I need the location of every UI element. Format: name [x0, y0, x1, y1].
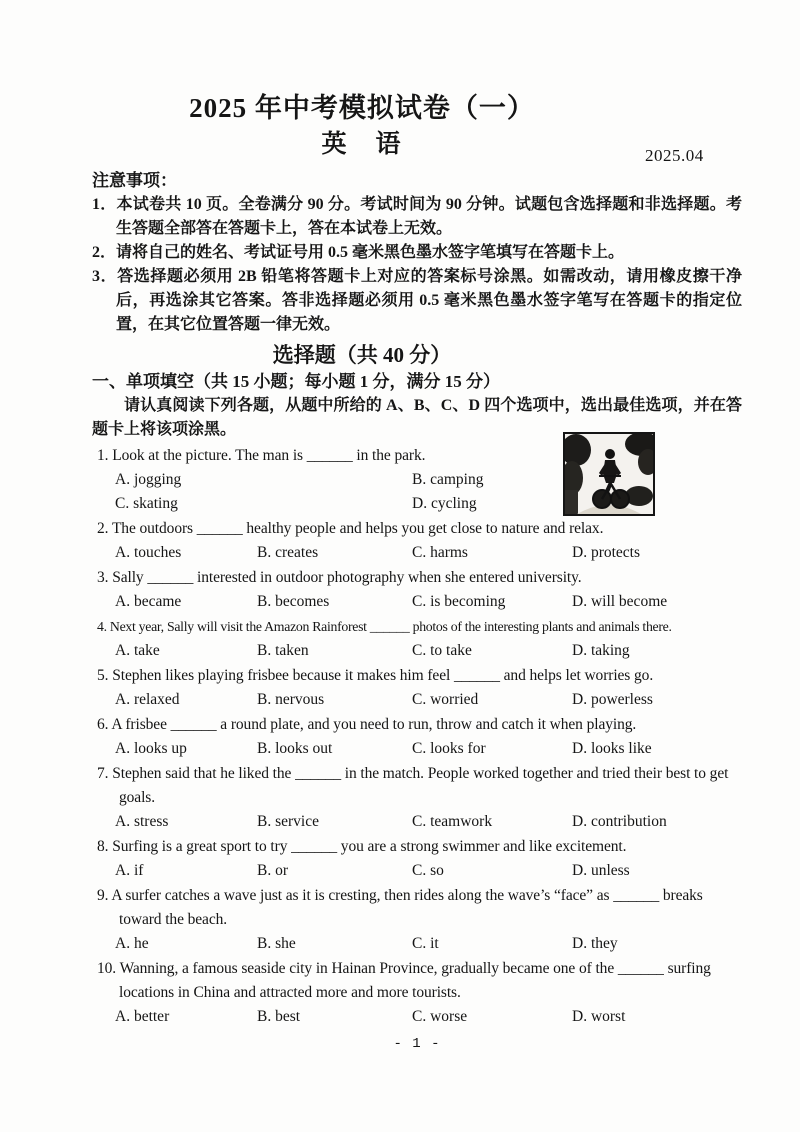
notice-item-1 [92, 193, 742, 241]
question-7 [97, 762, 742, 834]
question-3 [97, 566, 742, 614]
question-number: 8. [97, 838, 109, 855]
option-c: C. to take [412, 642, 472, 659]
exam-subject: 英 语 [321, 131, 403, 158]
option-a: A. stress [115, 813, 169, 830]
option-c: C. so [412, 862, 444, 879]
question-number: 1. [97, 447, 109, 464]
notice-item-3 [92, 265, 742, 337]
notice-item-2 [92, 241, 742, 265]
question-body: A frisbee ______ a round plate, and you need to run, throw and catch it when playing. [111, 716, 637, 733]
notice-item-number: 1． [92, 196, 117, 213]
question-number: 3. [97, 569, 109, 586]
question-body: A surfer catches a wave just as it is cresting, then rides along the wave’s “face” as ______ breaks toward the beach. [111, 887, 703, 928]
option-d: D. cycling [412, 495, 477, 512]
option-c: C. harms [412, 544, 468, 561]
option-a: A. if [115, 862, 144, 879]
question-options [115, 541, 742, 565]
question-text [97, 615, 742, 639]
option-d: D. worst [572, 1008, 626, 1025]
question-5 [97, 664, 742, 712]
option-c: C. worse [412, 1008, 468, 1025]
question-number: 7. [97, 765, 109, 782]
question-body: Surfing is a great sport to try ______ you are a strong swimmer and like excitement. [112, 838, 627, 855]
option-b: B. nervous [257, 691, 325, 708]
option-d: D. protects [572, 544, 641, 561]
option-b: B. becomes [257, 593, 330, 610]
option-a: A. jogging [115, 471, 182, 488]
option-c: C. skating [115, 495, 178, 512]
notice-heading: 注意事项： [92, 171, 177, 190]
exam-title: 2025 年中考模拟试卷（一） [189, 93, 535, 123]
option-b: B. camping [412, 471, 484, 488]
option-a: A. he [115, 935, 149, 952]
question-options [115, 932, 742, 956]
question-number: 10. [97, 960, 117, 977]
question-options [115, 859, 742, 883]
question-number: 2. [97, 520, 109, 537]
option-c: C. worried [412, 691, 479, 708]
question-options [115, 688, 742, 712]
question-text [97, 566, 742, 590]
option-b: B. she [257, 935, 296, 952]
question-body: Stephen said that he liked the ______ in the match. People worked together and tried their best to get goals. [112, 765, 729, 806]
option-b: B. taken [257, 642, 309, 659]
notice-item-text: 答选择题必须用 2B 铅笔将答题卡上对应的答案标号涂黑。如需改动，请用橡皮擦干净后，再选涂其它答案。答非选择题必须用 0.5 毫米黑色墨水签字笔写在答题卡的指定位置，在其它位置答题一律无效。 [116, 268, 742, 333]
question-2 [97, 517, 742, 565]
question-list [97, 444, 742, 1029]
question-options [115, 810, 742, 834]
question-text [97, 517, 742, 541]
option-a: A. became [115, 593, 182, 610]
option-b: B. service [257, 813, 319, 830]
question-6 [97, 713, 742, 761]
question-options [115, 639, 742, 663]
page-number: - 1 - [393, 1036, 441, 1052]
question-options [115, 737, 742, 761]
exam-date: 2025.04 [645, 146, 704, 165]
question-body: Sally ______ interested in outdoor photography when she entered university. [112, 569, 582, 586]
option-b: B. best [257, 1008, 301, 1025]
option-b: B. creates [257, 544, 319, 561]
option-d: D. they [572, 935, 618, 952]
option-d: D. powerless [572, 691, 653, 708]
option-a: A. take [115, 642, 160, 659]
question-body: Wanning, a famous seaside city in Hainan Province, gradually became one of the ______ surfing locations in China and attracted more and more tourists. [119, 960, 711, 1001]
question-10 [97, 957, 742, 1029]
question-options [115, 1005, 742, 1029]
path-ground [577, 505, 641, 514]
question-number: 6. [97, 716, 109, 733]
part-heading: 一、单项填空（共 15 小题；每小题 1 分，满分 15 分） [92, 372, 500, 391]
question-number: 9. [97, 887, 109, 904]
option-d: D. will become [572, 593, 668, 610]
question-4 [97, 615, 742, 663]
option-d: D. taking [572, 642, 630, 659]
option-a: A. touches [115, 544, 182, 561]
option-b: B. looks out [257, 740, 333, 757]
question-text [97, 713, 742, 737]
option-a: A. looks up [115, 740, 187, 757]
question-9 [97, 884, 742, 956]
section-title: 选择题（共 40 分） [272, 343, 452, 367]
question-text [97, 835, 742, 859]
notice-item-number: 2． [92, 244, 117, 261]
question-8 [97, 835, 742, 883]
cyclist [593, 449, 629, 508]
option-a: A. relaxed [115, 691, 180, 708]
notice-item-number: 3． [92, 268, 118, 285]
notice-item-text: 请将自己的姓名、考试证号用 0.5 毫米黑色墨水签字笔填写在答题卡上。 [116, 244, 625, 261]
question-body: Next year, Sally will visit the Amazon Rainforest ______ photos of the interesting plants and animals there. [109, 619, 672, 634]
question-number: 4. [97, 619, 107, 634]
question-number: 5. [97, 667, 109, 684]
option-b: B. or [257, 862, 288, 879]
option-c: C. it [412, 935, 439, 952]
option-a: A. better [115, 1008, 170, 1025]
question-options [115, 590, 742, 614]
question-text [97, 762, 742, 810]
option-d: D. unless [572, 862, 630, 879]
option-c: C. teamwork [412, 813, 493, 830]
option-c: C. looks for [412, 740, 486, 757]
exam-header [92, 92, 632, 162]
part-instructions: 请认真阅读下列各题，从题中所给的 A、B、C、D 四个选项中，选出最佳选项，并在答题卡上将该项涂黑。 [92, 397, 742, 438]
question-body: The outdoors ______ healthy people and helps you get close to nature and relax. [111, 520, 604, 537]
tree-left [565, 434, 591, 514]
cycling-picture-svg [565, 434, 653, 514]
option-d: D. contribution [572, 813, 667, 830]
question-1-picture [563, 432, 655, 516]
option-d: D. looks like [572, 740, 652, 757]
question-text [97, 884, 742, 932]
question-1 [97, 444, 742, 516]
question-body: Look at the picture. The man is ______ in the park. [112, 447, 426, 464]
question-text [97, 664, 742, 688]
notice-item-text: 本试卷共 10 页。全卷满分 90 分。考试时间为 90 分钟。试题包含选择题和非选择题。考生答题全部答在答题卡上，答在本试卷上无效。 [116, 196, 742, 237]
question-text [97, 957, 742, 1005]
question-body: Stephen likes playing frisbee because it makes him feel ______ and helps let worries go. [112, 667, 654, 684]
option-c: C. is becoming [412, 593, 506, 610]
